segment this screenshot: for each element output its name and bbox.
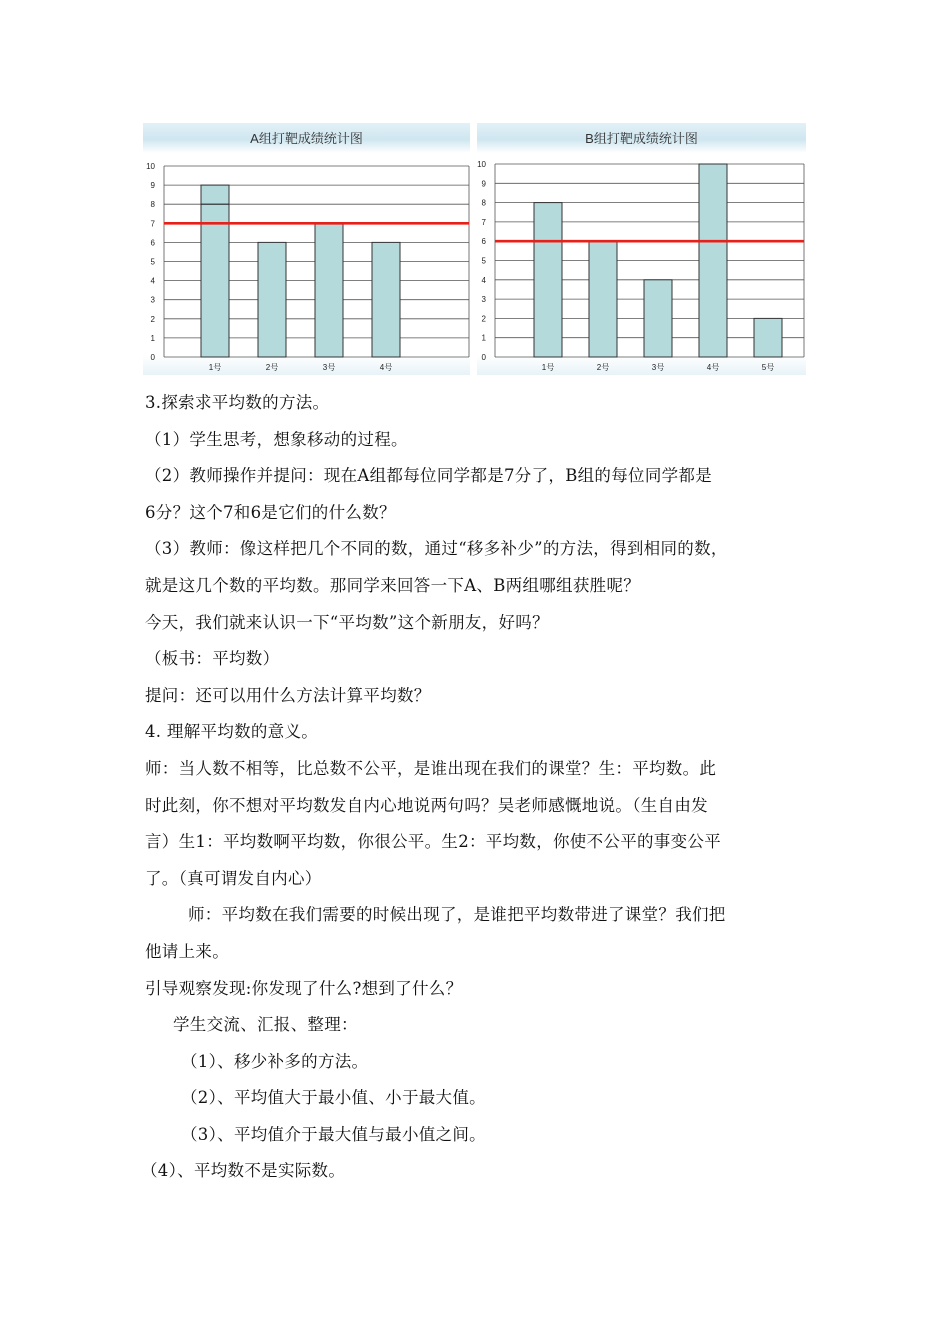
paragraph-line: 今天，我们就来认识一下“平均数”这个新朋友，好吗？ (145, 612, 549, 632)
x-tick-label: 1号 (541, 363, 555, 372)
y-tick-label: 1 (481, 333, 486, 343)
bar (258, 242, 286, 357)
chart-background (143, 123, 470, 375)
list-item: （3）、平均值介于最大值与最小值之间。 (181, 1124, 486, 1144)
bar (201, 185, 229, 357)
y-tick-label: 2 (481, 314, 486, 324)
chart-title: A组打靶成绩统计图 (250, 131, 363, 146)
paragraph-line: 师：当人数不相等，比总数不公平，是谁出现在我们的课堂？生：平均数。此 (145, 758, 717, 778)
list-item: （1）、移少补多的方法。 (181, 1051, 369, 1071)
paragraph-line: 了。（真可谓发自内心） (145, 868, 322, 888)
paragraph-line: （3）教师：像这样把几个不同的数，通过“移多补少”的方法，得到相同的数， (145, 539, 728, 559)
paragraph-line: 师：平均数在我们需要的时候出现了，是谁把平均数带进了课堂？我们把 (188, 905, 726, 925)
x-tick-label: 5号 (761, 363, 775, 372)
y-tick-label: 0 (481, 353, 486, 362)
y-tick-label: 6 (150, 238, 155, 248)
paragraph-line: 提问：还可以用什么方法计算平均数？ (145, 685, 431, 705)
y-tick-label: 10 (146, 162, 155, 171)
bar (699, 164, 727, 357)
bar (754, 318, 782, 357)
chart-a (143, 123, 470, 375)
list-item: （4）、平均数不是实际数。 (141, 1161, 346, 1181)
x-tick-label: 1号 (208, 363, 222, 372)
y-tick-label: 4 (150, 276, 155, 286)
x-tick-label: 4号 (706, 363, 720, 372)
x-tick-label: 3号 (651, 363, 665, 372)
paragraph-line: 学生交流、汇报、整理： (173, 1015, 358, 1035)
bar (589, 241, 617, 357)
paragraph-line: 时此刻，你不想对平均数发自内心地说两句吗？吴老师感慨地说。（生自由发 (145, 795, 708, 815)
y-tick-label: 4 (481, 275, 486, 285)
paragraph-line: （2）教师操作并提问：现在A组都每位同学都是7分了，B组的每位同学都是 (145, 466, 713, 486)
y-tick-label: 3 (150, 295, 155, 305)
y-tick-label: 1 (150, 333, 155, 343)
y-tick-label: 0 (150, 353, 155, 362)
paragraph-line: （板书：平均数） (145, 649, 280, 669)
chart-footer-band (143, 355, 470, 375)
document-body (141, 385, 835, 1190)
section-heading-3: 3.探索求平均数的方法。 (145, 393, 330, 412)
paragraph-line: 言）生1：平均数啊平均数，你很公平。生2：平均数，你使不公平的事变公平 (145, 832, 721, 852)
x-tick-label: 3号 (322, 363, 336, 372)
y-tick-label: 10 (477, 160, 486, 169)
y-tick-label: 9 (481, 179, 486, 189)
y-tick-label: 9 (150, 181, 155, 191)
y-tick-label: 5 (481, 256, 486, 266)
y-tick-label: 2 (150, 314, 155, 324)
chart-b-svg (477, 123, 806, 375)
paragraph-line: 引导观察发现:你发现了什么?想到了什么？ (145, 978, 463, 998)
y-tick-label: 5 (150, 257, 155, 267)
x-tick-label: 4号 (379, 363, 393, 372)
y-tick-label: 7 (481, 217, 486, 227)
y-tick-label: 8 (150, 200, 155, 210)
y-tick-label: 3 (481, 295, 486, 305)
section-heading-4: 4. 理解平均数的意义。 (145, 722, 319, 742)
chart-a-svg (143, 123, 470, 375)
paragraph-line: 就是这几个数的平均数。那同学来回答一下A、B两组哪组获胜呢？ (145, 575, 641, 595)
bar (372, 242, 400, 357)
y-tick-label: 7 (150, 219, 155, 229)
bar (315, 223, 343, 357)
bar (644, 280, 672, 357)
chart-footer-band (477, 355, 806, 375)
chart-title: B组打靶成绩统计图 (585, 131, 698, 146)
x-tick-label: 2号 (596, 363, 610, 372)
y-tick-label: 6 (481, 237, 486, 247)
paragraph-line: 他请上来。 (145, 941, 229, 961)
list-item: （2）、平均值大于最小值、小于最大值。 (181, 1088, 486, 1108)
paragraph-line: （1）学生思考，想象移动的过程。 (145, 429, 408, 449)
bar (534, 203, 562, 357)
y-tick-label: 8 (481, 198, 486, 208)
x-tick-label: 2号 (265, 363, 279, 372)
paragraph-line: 6分？这个7和6是它们的什么数？ (145, 502, 396, 522)
chart-b (477, 123, 806, 375)
